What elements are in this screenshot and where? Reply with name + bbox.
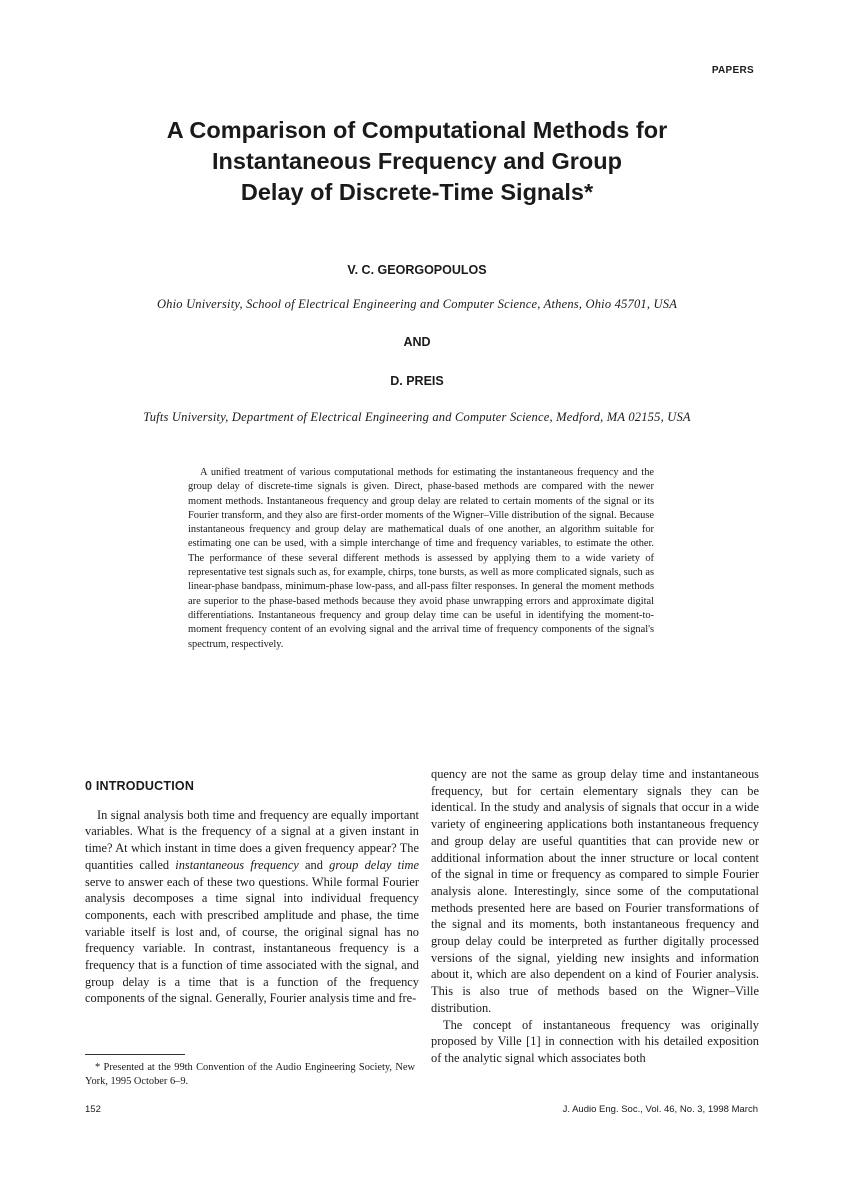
intro-paragraph: In signal analysis both time and frequency are equally important variables. What is the frequency of a signal at a given instant in time? At which instant in time does a given frequency appear? The quantities called instantaneous frequency and group delay time serve to answer each of these two questions. While formal Fourier analysis decomposes a time signal into individual frequency components, each with prescribed amplitude and phase, the time variable itself is lost and, of course, the original signal has no frequency variable. In contrast, instantaneous frequency is a frequency that is a function of time associated with the signal, and group delay is a time that is a function of the frequency components of the signal. Generally, Fourier analysis time and fre- xyxy=(85,807,419,1006)
footnote-rule xyxy=(85,1054,185,1055)
title-line: Delay of Discrete-Time Signals* xyxy=(240,179,594,205)
section-heading: 0 INTRODUCTION xyxy=(85,779,195,793)
journal-citation: J. Audio Eng. Soc., Vol. 46, No. 3, 1998 March xyxy=(562,1104,758,1115)
author-affiliation: Ohio University, School of Electrical Engineering and Computer Science, Athens, Ohio 45701, USA xyxy=(156,297,678,311)
title-line: Instantaneous Frequency and Group xyxy=(212,148,622,174)
page-number: 152 xyxy=(85,1104,101,1115)
intro-paragraph: The concept of instantaneous frequency was originally proposed by Ville [1] in connection with his detailed exposition of the analytic signal which associates both xyxy=(431,1017,759,1065)
intro-paragraph-continued: quency are not the same as group delay time and instantaneous frequency, but for certain elementary signals they can be identical. In the study and analysis of signals that occur in a wide variety of engineering applications both instantaneous frequency and group delay are useful quantities that can provide new or additional information about the inner structure or local content of the signal in time or frequency as compared to simple Fourier analysis alone. Interestingly, since some of the computational methods presented here are based on Fourier transformations of the signal and its moments, both instantaneous frequency and group delay could be interpreted as further digitally processed versions of the signal, yielding new insights and information about it, which are also dependent on a kind of Fourier analysis. This is also true of methods based on the Wigner–Ville distribution. xyxy=(431,767,759,1015)
author-name: D. PREIS xyxy=(390,374,444,388)
left-column xyxy=(85,770,419,1007)
title-line: A Comparison of Computational Methods for xyxy=(166,117,668,143)
author-conjunction: AND xyxy=(403,335,431,349)
term-instantaneous-frequency: instantaneous frequency xyxy=(175,857,299,872)
section-tag: PAPERS xyxy=(711,65,754,76)
author-affiliation: Tufts University, Department of Electrical Engineering and Computer Science, Medford, MA 02155, USA xyxy=(143,410,691,424)
right-column xyxy=(431,766,759,1067)
abstract: A unified treatment of various computational methods for estimating the instantaneous frequency and the group delay of discrete-time signals is given. Direct, phase-based methods are compared with the newer moment methods. Instantaneous frequency and group delay are related to certain moments of the signal or its Fourier transform, and they also are first-order moments of the Wigner–Ville distribution of the signal. Because instantaneous frequency and group delay are mathematical duals of one another, an algorithm suitable for estimating one can be used, with a simple interchange of time and frequency variables, to estimate the other. The performance of these several different methods is assessed by applying them to a wide variety of representative test signals such as, for example, chirps, tone bursts, as well as more complicated signals, such as linear-phase bandpass, minimum-phase low-pass, and all-pass filter responses. In general the moment methods are superior to the phase-based methods because they avoid phase unwrapping errors and approximate digital differentiations. Instantaneous frequency and group delay time can be useful in identifying the moment-to-moment frequency content of an evolving signal and the arrival time of frequency components of the signal's spectrum, respectively. xyxy=(188,467,654,650)
author-name: V. C. GEORGOPOULOS xyxy=(347,263,487,277)
term-group-delay-time: group delay time xyxy=(329,857,419,872)
footnote: * Presented at the 99th Convention of the Audio Engineering Society, New York, 1995 October 6–9. xyxy=(85,1062,415,1087)
paper-title xyxy=(0,115,834,208)
